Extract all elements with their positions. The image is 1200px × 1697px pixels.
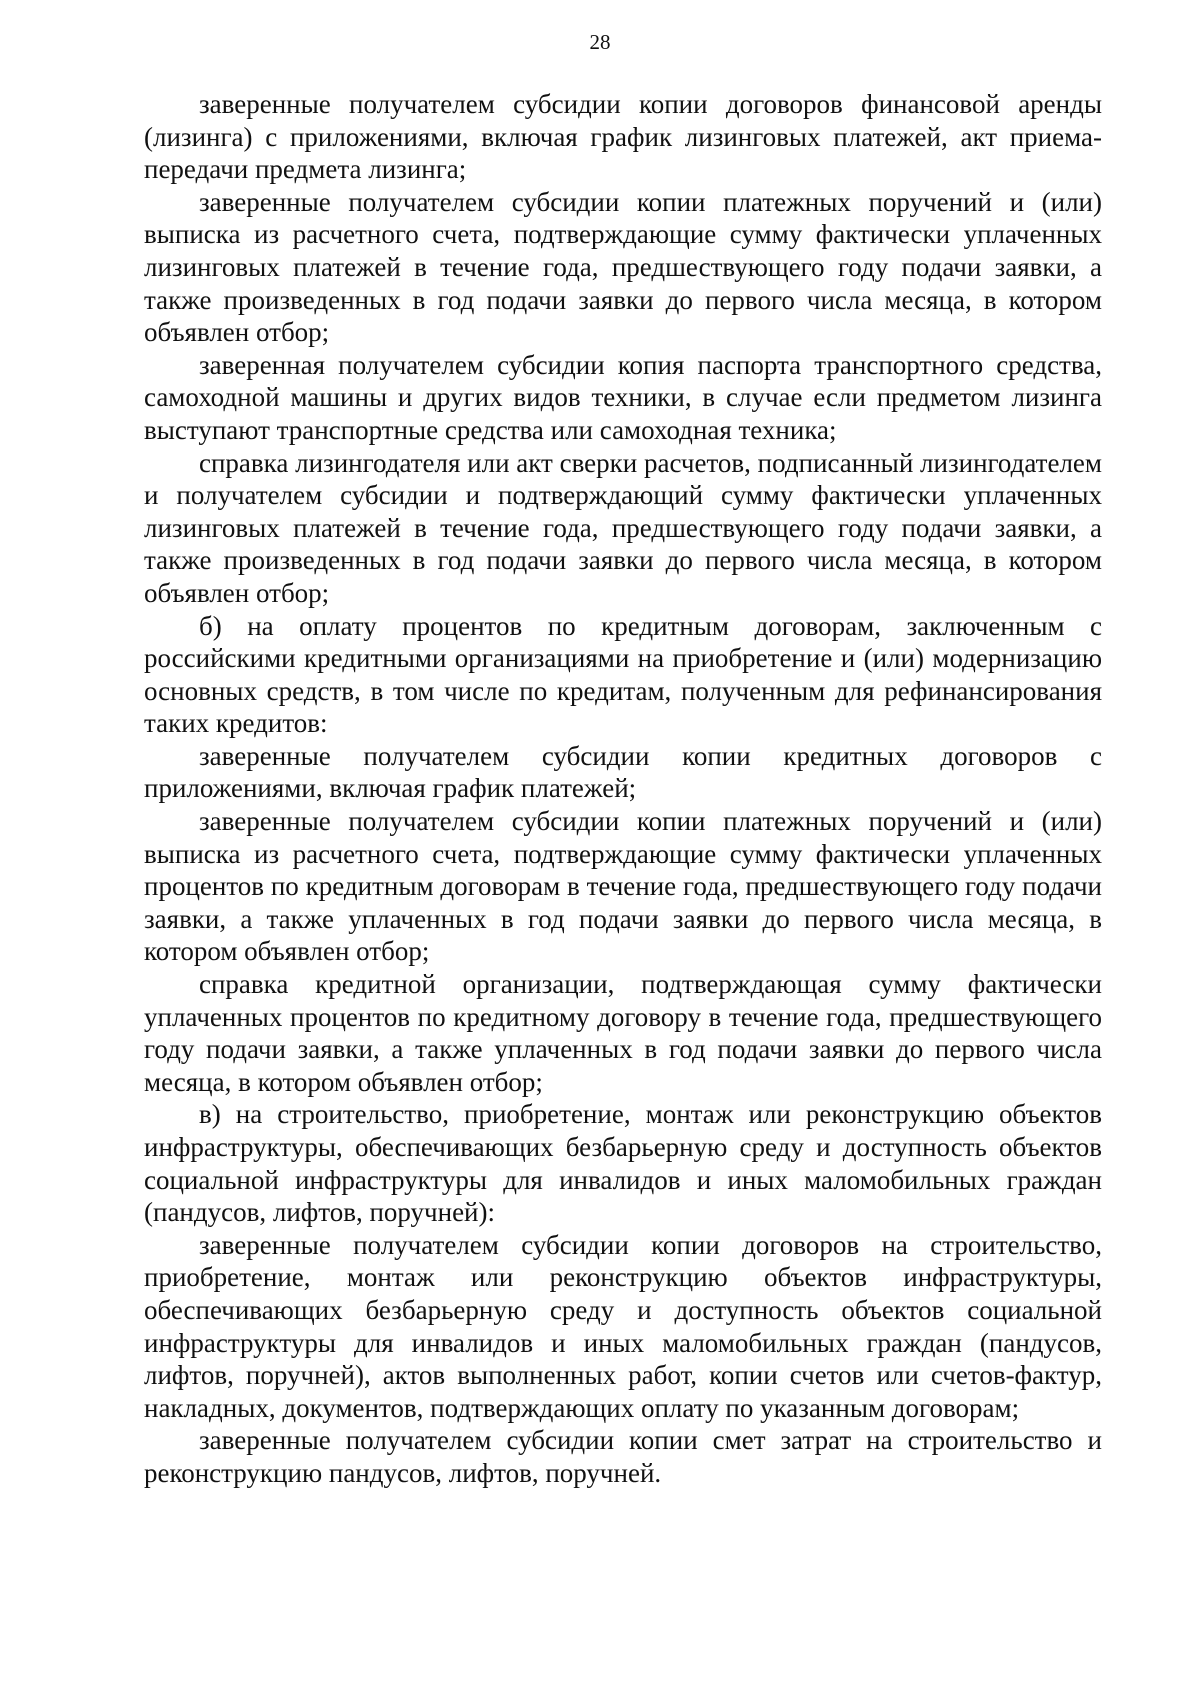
paragraph-item-b-credit-interest: б) на оплату процентов по кредитным договорам, заключенным с российскими кредитными организациями на приобретение и (или) модернизацию основных средств, в том числе по кредитам, полученным для рефинансирования таких кредитов: [144,610,1102,739]
paragraph-leasing-contracts: заверенные получателем субсидии копии договоров финансовой аренды (лизинга) с приложениями, включая график лизинговых платежей, акт приема-передачи предмета лизинга; [144,89,1102,185]
document-body [144,88,1102,1490]
paragraph-credit-contracts: заверенные получателем субсидии копии кредитных договоров с приложениями, включая график платежей; [144,740,1102,804]
paragraph-interest-payment-orders: заверенные получателем субсидии копии платежных поручений и (или) выписка из расчетного счета, подтверждающие сумму фактически уплаченных процентов по кредитным договорам в течение года, предшествующего году подачи заявки, а также уплаченных в год подачи заявки до первого числа месяца, в котором объявлен отбор; [144,806,1102,967]
paragraph-vehicle-passport: заверенная получателем субсидии копия паспорта транспортного средства, самоходной машины и других видов техники, в случае если предметом лизинга выступают транспортные средства или самоходная техника; [144,349,1102,445]
paragraph-lessor-certificate: справка лизингодателя или акт сверки расчетов, подписанный лизингодателем и получателем субсидии и подтверждающий сумму фактически уплаченных лизинговых платежей в течение года, предшествующего году подачи заявки, а также произведенных в год подачи заявки до первого числа месяца, в котором объявлен отбор; [144,447,1102,608]
page-number: 28 [589,30,611,54]
paragraph-leasing-payment-orders: заверенные получателем субсидии копии платежных поручений и (или) выписка из расчетного счета, подтверждающие сумму фактически уплаченных лизинговых платежей в течение года, предшествующего году подачи заявки, а также произведенных в год подачи заявки до первого числа месяца, в котором объявлен отбор; [144,186,1102,348]
paragraph-cost-estimates: заверенные получателем субсидии копии смет затрат на строительство и реконструкцию пандусов, лифтов, поручней. [144,1425,1102,1488]
paragraph-construction-contracts: заверенные получателем субсидии копии договоров на строительство, приобретение, монтаж или реконструкцию объектов инфраструктуры, обеспечивающих безбарьерную среду и доступность объектов социальной инфраструктуры для инвалидов и иных маломобильных граждан (пандусов, лифтов, поручней), актов выполненных работ, копии счетов или счетов-фактур, накладных, документов, подтверждающих оплату по указанным договорам; [144,1229,1102,1423]
paragraph-bank-certificate: справка кредитной организации, подтверждающая сумму фактически уплаченных процентов по кредитному договору в течение года, предшествующего году подачи заявки, а также уплаченных в год подачи заявки до первого числа месяца, в котором объявлен отбор; [144,969,1102,1097]
paragraph-item-v-infrastructure: в) на строительство, приобретение, монтаж или реконструкцию объектов инфраструктуры, обеспечивающих безбарьерную среду и доступность объектов социальной инфраструктуры для инвалидов и иных маломобильных граждан (пандусов, лифтов, поручней): [144,1099,1102,1228]
